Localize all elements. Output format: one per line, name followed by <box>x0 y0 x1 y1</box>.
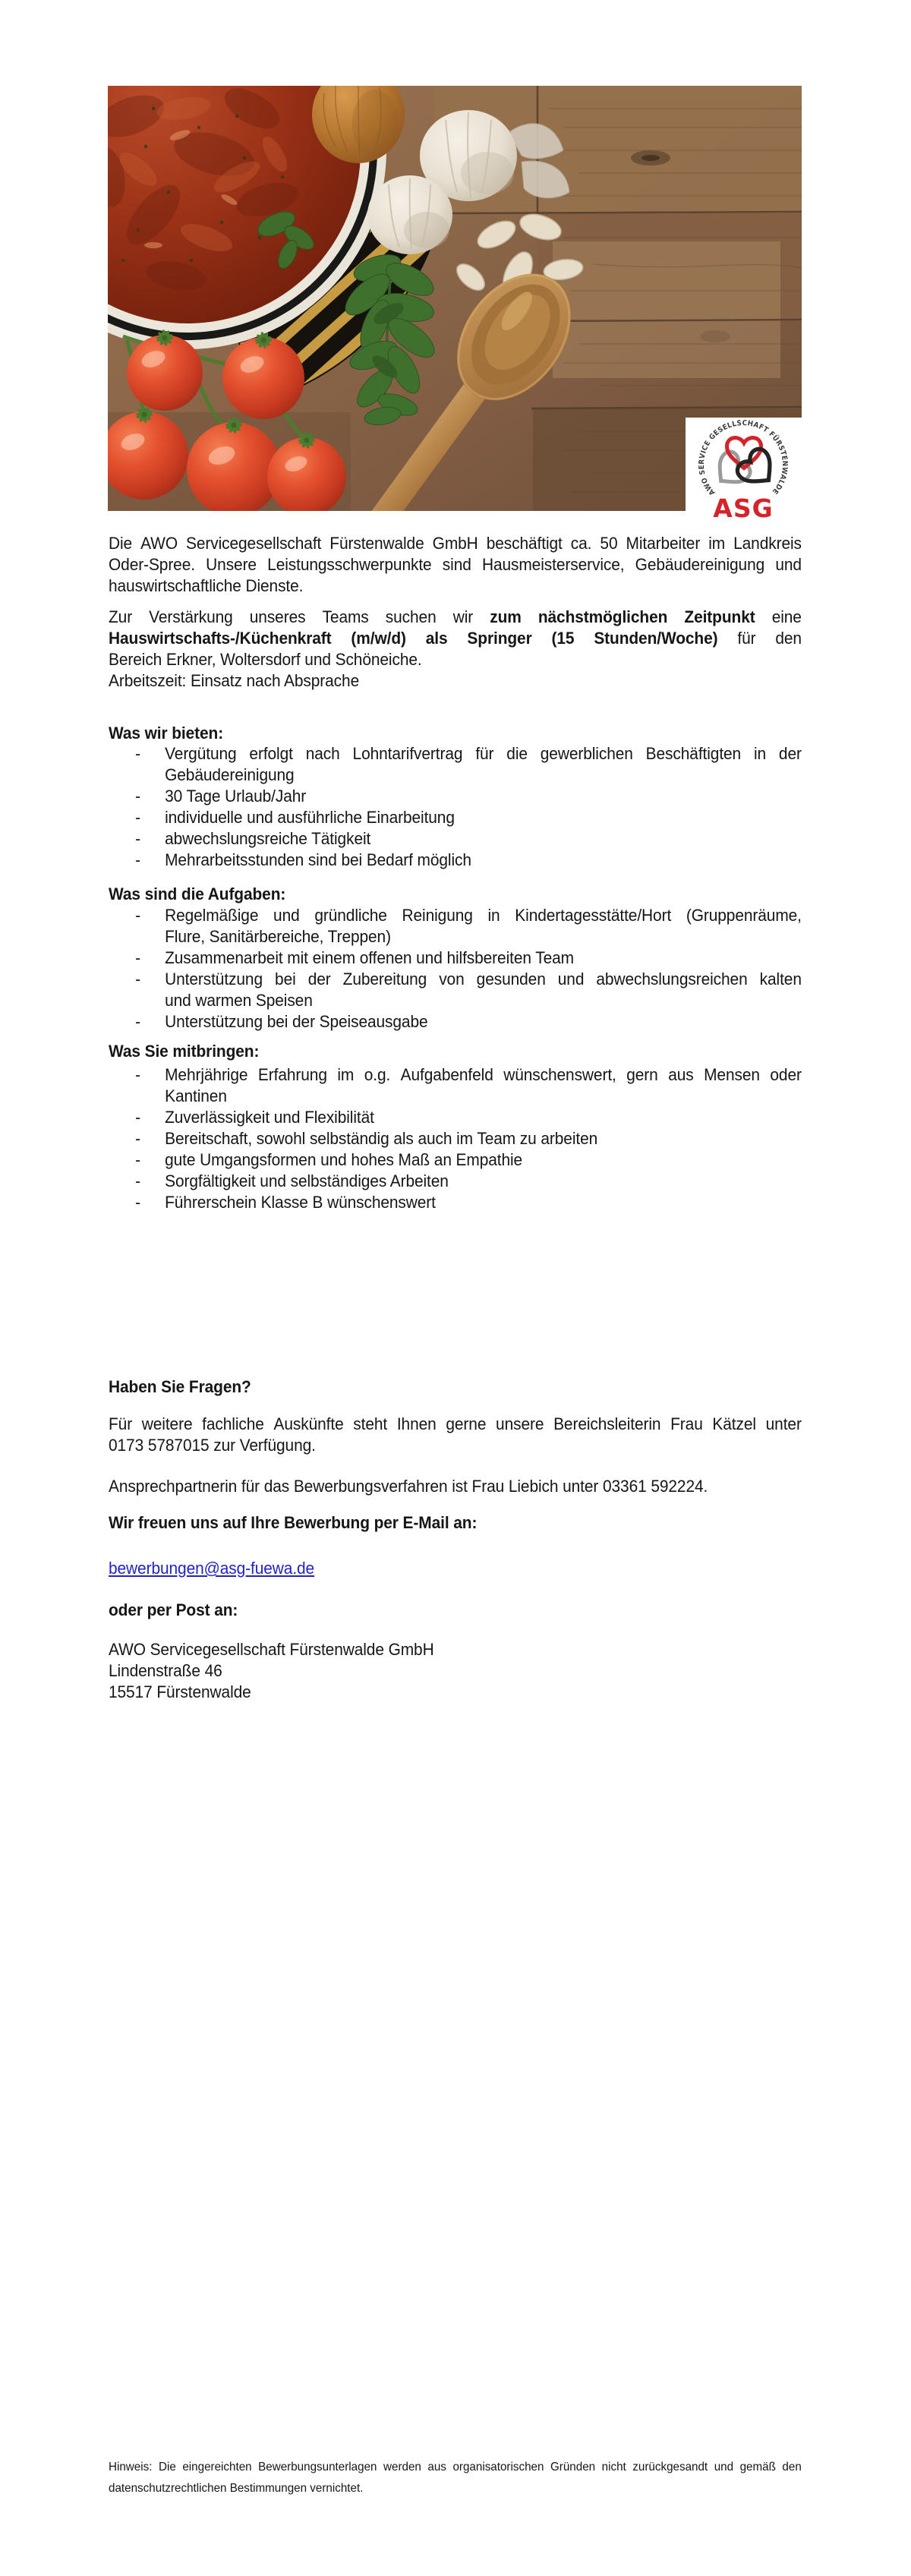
list-item: - Bereitschaft, sowohl selbständig als auch im Team zu arbeiten <box>135 1129 598 1148</box>
questions-heading: Haben Sie Fragen? <box>109 1377 251 1396</box>
bullet-dash: - <box>135 1108 141 1127</box>
bullet-dash: - <box>135 744 141 763</box>
list-item: - Regelmäßige und gründliche Reinigung in Kindertagesstätte/Hort (Gruppenräume, Flure, Sanitärbereiche, Treppen) <box>135 906 802 946</box>
list-item: - individuelle und ausführliche Einarbeitung <box>135 808 455 827</box>
list-item: - Unterstützung bei der Speiseausgabe <box>135 1012 428 1031</box>
section-heading-benefits: Was wir bieten: <box>109 724 224 743</box>
vacancy-line: Zur Verstärkung unseres Teams suchen wir zum nächstmöglichen Zeitpunkt eine <box>109 607 802 626</box>
vacancy-line: Hauswirtschafts-/Küchenkraft (m/w/d) als Springer (15 Stunden/Woche) für den <box>109 629 802 648</box>
footer-line: Hinweis: Die eingereichten Bewerbungsunterlagen werden aus organisatorischen Gründen nicht zurückgesandt und gemäß den <box>109 2461 802 2474</box>
section-heading-tasks: Was sind die Aufgaben: <box>109 884 286 903</box>
list-item: - Sorgfältigkeit und selbständiges Arbeiten <box>135 1171 449 1190</box>
contact-info-paragraph: Für weitere fachliche Auskünfte steht Ihnen gerne unsere Bereichsleiterin Frau Kätzel unter 0173 5787015 zur Verfügung. <box>109 1414 802 1455</box>
post-cta-heading: oder per Post an: <box>109 1600 238 1619</box>
bullet-dash: - <box>135 1065 141 1084</box>
list-item: - Vergütung erfolgt nach Lohntarifvertrag für die gewerblichen Beschäftigten in der Gebäudereinigung <box>135 744 802 784</box>
address-line: AWO Servicegesellschaft Fürstenwalde GmbH <box>109 1640 434 1659</box>
logo-acronym: ASG <box>713 493 774 523</box>
vacancy-paragraph <box>109 607 802 692</box>
bullet-dash: - <box>135 1150 141 1169</box>
address-line: 15517 Fürstenwalde <box>109 1682 251 1701</box>
application-process-paragraph: Ansprechpartnerin für das Bewerbungsverfahren ist Frau Liebich unter 03361 592224. <box>109 1477 708 1496</box>
list-item: - abwechslungsreiche Tätigkeit <box>135 829 371 848</box>
list-item: - Zuverlässigkeit und Flexibilität <box>135 1108 374 1127</box>
bullet-dash: - <box>135 906 141 925</box>
email-link-row <box>109 1558 802 1579</box>
working-hours-line: Arbeitszeit: Einsatz nach Absprache <box>109 671 360 690</box>
benefits-list <box>109 743 802 871</box>
svg-text:AWO SERVICE GESELLSCHAFT FÜRST <box>698 419 789 497</box>
list-item: - Mehrjährige Erfahrung im o.g. Aufgabenfeld wünschenswert, gern aus Mensen oder Kantinen <box>135 1065 802 1105</box>
intro-line: Oder-Spree. Unsere Leistungsschwerpunkte sind Hausmeisterservice, Gebäudereinigung und <box>109 555 802 574</box>
bullet-dash: - <box>135 850 141 869</box>
address-line: Lindenstraße 46 <box>109 1661 222 1680</box>
bullet-dash: - <box>135 1193 141 1212</box>
bullet-dash: - <box>135 948 141 967</box>
list-item: - gute Umgangsformen und hohes Maß an Empathie <box>135 1150 523 1169</box>
bullet-dash: - <box>135 829 141 848</box>
postal-address <box>109 1639 802 1703</box>
bullet-dash: - <box>135 808 141 827</box>
bullet-dash: - <box>135 1171 141 1190</box>
list-item: - Zusammenarbeit mit einem offenen und hilfsbereiten Team <box>135 948 574 967</box>
email-cta-heading: Wir freuen uns auf Ihre Bewerbung per E-Mail an: <box>109 1513 478 1532</box>
list-item: - Führerschein Klasse B wünschenswert <box>135 1193 436 1212</box>
tasks-list <box>109 905 802 1033</box>
profile-list <box>109 1064 802 1213</box>
section-heading-profile: Was Sie mitbringen: <box>109 1042 260 1061</box>
asg-logo <box>686 418 802 525</box>
bullet-dash: - <box>135 1129 141 1148</box>
footer-note <box>109 2457 802 2499</box>
logo-ring-text: AWO SERVICE GESELLSCHAFT FÜRSTENWALDE <box>697 418 790 497</box>
email-link[interactable]: bewerbungen@asg-fuewa.de <box>109 1559 315 1578</box>
bullet-dash: - <box>135 970 141 988</box>
bullet-dash: - <box>135 1012 141 1031</box>
intro-line: Die AWO Servicegesellschaft Fürstenwalde GmbH beschäftigt ca. 50 Mitarbeiter im Landkreis <box>109 534 802 553</box>
footer-line: datenschutzrechtlichen Bestimmungen vernichtet. <box>109 2482 364 2495</box>
intro-paragraph <box>109 533 802 597</box>
list-item: - 30 Tage Urlaub/Jahr <box>135 787 307 806</box>
list-item: - Mehrarbeitsstunden sind bei Bedarf möglich <box>135 850 471 869</box>
vacancy-line: Bereich Erkner, Woltersdorf und Schöneiche. <box>109 650 422 669</box>
intro-line: hauswirtschaftliche Dienste. <box>109 576 304 595</box>
list-item: - Unterstützung bei der Zubereitung von gesunden und abwechslungsreichen kalten und warmen Speisen <box>135 970 802 1010</box>
bullet-dash: - <box>135 787 141 806</box>
